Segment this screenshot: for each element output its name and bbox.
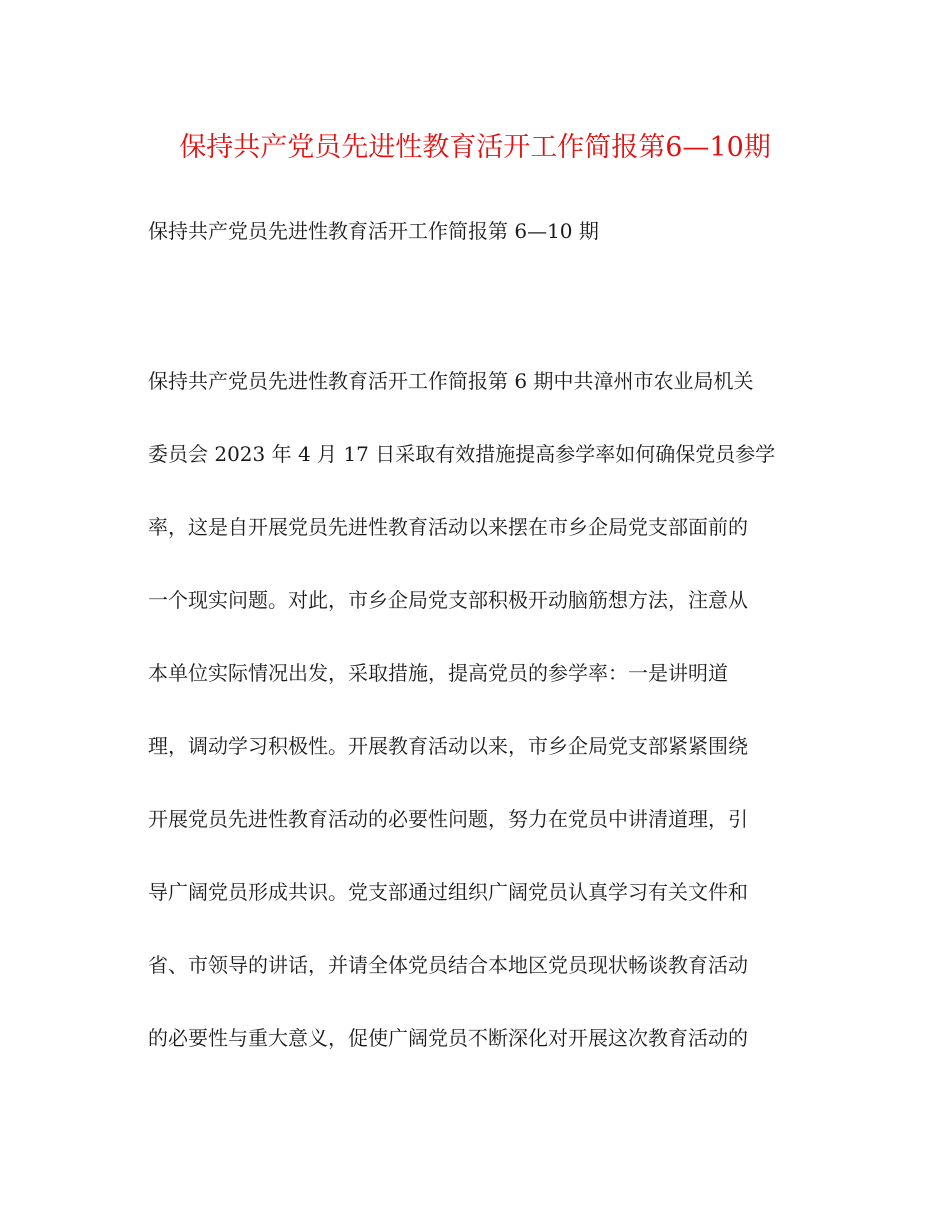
body-line: 一个现实问题。对此，市乡企局党支部积极开动脑筋想方法，注意从 — [148, 588, 748, 612]
body-line: 开展党员先进性教育活动的必要性问题，努力在党员中讲清道理，引 — [148, 807, 748, 831]
body-line: 的必要性与重大意义，促使广阔党员不断深化对开展这次教育活动的 — [148, 1026, 748, 1050]
document-subtitle: 保持共产党员先进性教育活开工作简报第 6—10 期 — [148, 219, 599, 243]
document-body — [148, 364, 808, 1094]
body-line: 省、市领导的讲话，并请全体党员结合本地区党员现状畅谈教育活动 — [148, 953, 748, 977]
body-line: 本单位实际情况出发，采取措施，提高党员的参学率：一是讲明道 — [148, 661, 728, 685]
body-line: 率，这是自开展党员先进性教育活动以来摆在市乡企局党支部面前的 — [148, 515, 748, 539]
body-line: 保持共产党员先进性教育活开工作简报第 6 期中共漳州市农业局机关 — [148, 369, 754, 393]
body-line: 委员会 2023 年 4 月 17 日采取有效措施提高参学率如何确保党员参学 — [148, 442, 776, 466]
body-line: 导广阔党员形成共识。党支部通过组织广阔党员认真学习有关文件和 — [148, 880, 748, 904]
document-title: 保持共产党员先进性教育活开工作简报第6—10期 — [179, 132, 771, 163]
body-line: 理，调动学习积极性。开展教育活动以来，市乡企局党支部紧紧围绕 — [148, 734, 748, 758]
